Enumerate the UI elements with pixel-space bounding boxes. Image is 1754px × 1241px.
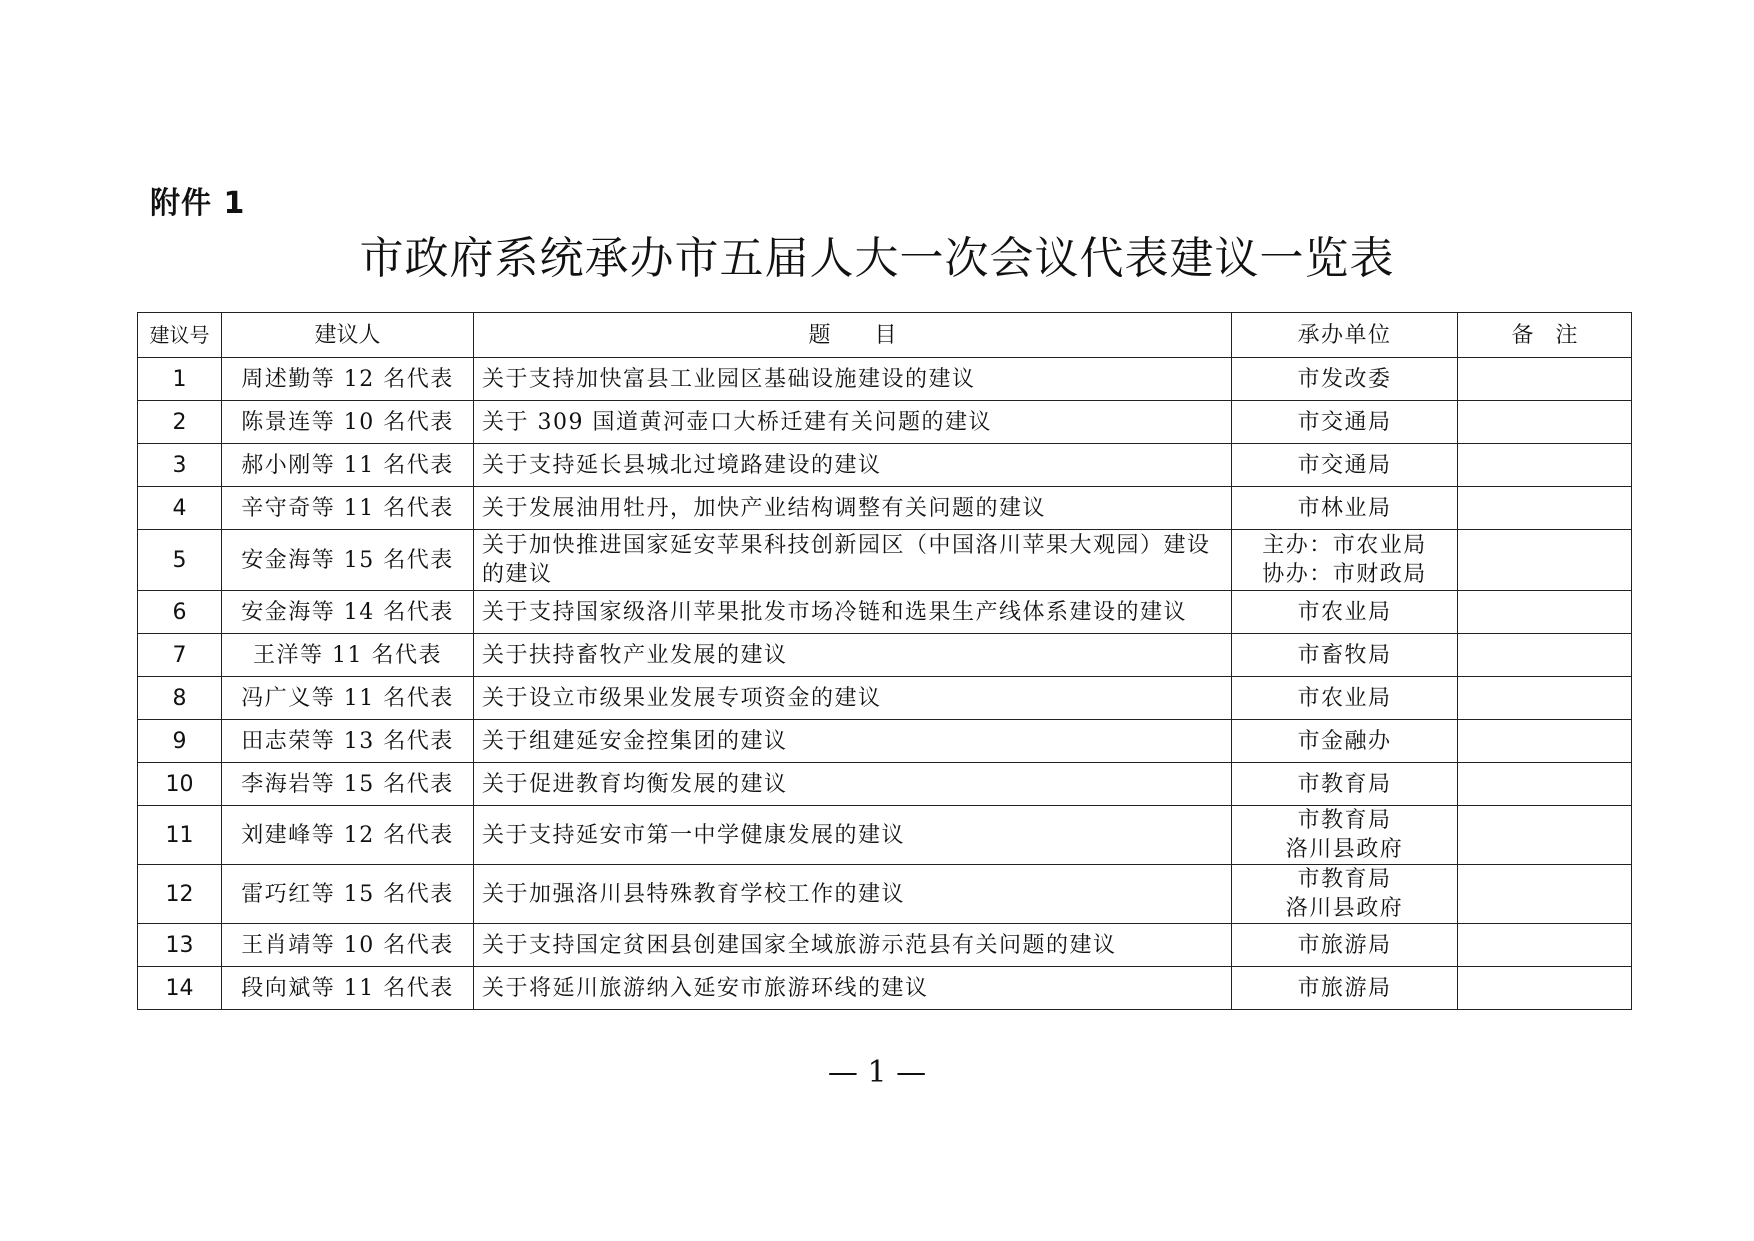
header-proposal-number: 建议号 [138,313,222,358]
table-row [138,677,1632,720]
cell-remark [1458,530,1632,591]
cell-proposal-number: 13 [138,924,222,967]
cell-proposer: 陈景连等 10 名代表 [222,401,474,444]
handling-unit-line: 市农业局 [1297,685,1392,711]
table-row [138,401,1632,444]
handling-unit-line: 市教育局 [1297,771,1392,797]
cell-proposal-number: 3 [138,444,222,487]
cell-proposer: 安金海等 15 名代表 [222,530,474,591]
cell-remark [1458,401,1632,444]
cell-remark [1458,806,1632,865]
cell-remark [1458,924,1632,967]
cell-remark [1458,967,1632,1010]
handling-unit-line: 市旅游局 [1297,975,1392,1001]
table-row [138,865,1632,924]
table-row [138,487,1632,530]
table-row [138,530,1632,591]
attachment-label: 附件 1 [150,186,246,221]
handling-unit-line: 市教育局 [1297,867,1392,892]
cell-proposal-number: 8 [138,677,222,720]
table-row [138,634,1632,677]
cell-handling-unit [1232,358,1458,401]
cell-proposal-number: 5 [138,530,222,591]
table-row [138,444,1632,487]
cell-topic: 关于扶持畜牧产业发展的建议 [474,634,1232,677]
cell-proposal-number: 11 [138,806,222,865]
cell-proposal-number: 14 [138,967,222,1010]
handling-unit-line: 市交通局 [1297,409,1392,435]
cell-topic: 关于支持加快富县工业园区基础设施建设的建议 [474,358,1232,401]
header-topic: 题 目 [474,313,1232,358]
table-row [138,358,1632,401]
cell-proposer: 刘建峰等 12 名代表 [222,806,474,865]
cell-proposer: 段向斌等 11 名代表 [222,967,474,1010]
table-row [138,924,1632,967]
cell-proposal-number: 2 [138,401,222,444]
cell-topic: 关于支持延安市第一中学健康发展的建议 [474,806,1232,865]
header-remark: 备 注 [1458,313,1632,358]
cell-topic: 关于将延川旅游纳入延安市旅游环线的建议 [474,967,1232,1010]
handling-unit-line: 市交通局 [1297,452,1392,478]
cell-proposer: 王洋等 11 名代表 [222,634,474,677]
handling-unit-line: 市旅游局 [1297,932,1392,958]
cell-remark [1458,763,1632,806]
cell-handling-unit [1232,530,1458,591]
cell-remark [1458,444,1632,487]
page-number: — 1 — [827,1055,927,1090]
table-row [138,967,1632,1010]
cell-topic: 关于设立市级果业发展专项资金的建议 [474,677,1232,720]
cell-proposer: 王肖靖等 10 名代表 [222,924,474,967]
cell-handling-unit [1232,591,1458,634]
cell-proposal-number: 4 [138,487,222,530]
handling-unit-line: 洛川县政府 [1285,837,1404,862]
cell-remark [1458,487,1632,530]
cell-handling-unit [1232,487,1458,530]
table-row [138,591,1632,634]
cell-handling-unit [1232,806,1458,865]
cell-proposer: 周述勤等 12 名代表 [222,358,474,401]
cell-handling-unit [1232,763,1458,806]
header-handling-unit: 承办单位 [1232,313,1458,358]
cell-handling-unit [1232,720,1458,763]
cell-proposal-number: 7 [138,634,222,677]
cell-topic: 关于 309 国道黄河壶口大桥迁建有关问题的建议 [474,401,1232,444]
handling-unit-line: 市农业局 [1297,599,1392,625]
cell-proposer: 郝小刚等 11 名代表 [222,444,474,487]
cell-remark [1458,591,1632,634]
proposals-table [137,312,1632,1010]
cell-handling-unit [1232,444,1458,487]
document-title: 市政府系统承办市五届人大一次会议代表建议一览表 [359,233,1395,284]
cell-handling-unit [1232,634,1458,677]
header-proposer: 建议人 [222,313,474,358]
table-header-row [138,313,1632,358]
cell-proposal-number: 10 [138,763,222,806]
handling-unit-line: 市发改委 [1297,366,1392,392]
cell-proposer: 冯广义等 11 名代表 [222,677,474,720]
cell-remark [1458,634,1632,677]
table-row [138,806,1632,865]
cell-remark [1458,865,1632,924]
cell-remark [1458,720,1632,763]
cell-remark [1458,677,1632,720]
cell-topic: 关于支持国定贫困县创建国家全域旅游示范县有关问题的建议 [474,924,1232,967]
table-row [138,763,1632,806]
handling-unit-line: 市金融办 [1297,728,1392,754]
cell-proposal-number: 9 [138,720,222,763]
cell-topic: 关于支持延长县城北过境路建设的建议 [474,444,1232,487]
handling-unit-line: 市畜牧局 [1297,642,1392,668]
cell-proposer: 安金海等 14 名代表 [222,591,474,634]
cell-topic: 关于组建延安金控集团的建议 [474,720,1232,763]
table-body [138,358,1632,1010]
cell-topic: 关于加强洛川县特殊教育学校工作的建议 [474,865,1232,924]
cell-proposer: 雷巧红等 15 名代表 [222,865,474,924]
cell-handling-unit [1232,924,1458,967]
cell-topic: 关于促进教育均衡发展的建议 [474,763,1232,806]
cell-handling-unit [1232,865,1458,924]
handling-unit-line: 协办：市财政局 [1262,562,1427,587]
cell-proposer: 辛守奇等 11 名代表 [222,487,474,530]
cell-proposal-number: 6 [138,591,222,634]
handling-unit-line: 主办：市农业局 [1262,533,1427,558]
handling-unit-line: 市林业局 [1297,495,1392,521]
cell-handling-unit [1232,967,1458,1010]
handling-unit-line: 洛川县政府 [1285,896,1404,921]
cell-handling-unit [1232,677,1458,720]
cell-topic: 关于发展油用牡丹，加快产业结构调整有关问题的建议 [474,487,1232,530]
cell-remark [1458,358,1632,401]
cell-topic: 关于加快推进国家延安苹果科技创新园区（中国洛川苹果大观园）建设的建议 [474,530,1232,591]
handling-unit-line: 市教育局 [1297,808,1392,833]
table-row [138,720,1632,763]
cell-proposer: 李海岩等 15 名代表 [222,763,474,806]
cell-proposal-number: 1 [138,358,222,401]
cell-topic: 关于支持国家级洛川苹果批发市场冷链和选果生产线体系建设的建议 [474,591,1232,634]
cell-proposal-number: 12 [138,865,222,924]
cell-handling-unit [1232,401,1458,444]
cell-proposer: 田志荣等 13 名代表 [222,720,474,763]
